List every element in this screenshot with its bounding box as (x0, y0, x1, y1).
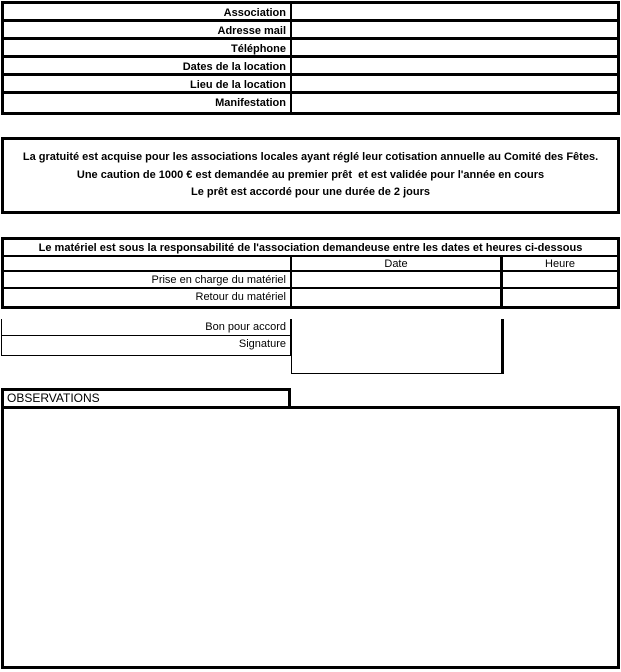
association-label: Association (4, 4, 292, 19)
date-column-header: Date (292, 257, 503, 270)
empty-corner-cell (4, 257, 292, 270)
manifestation-value-cell[interactable] (292, 94, 617, 112)
field-row-telephone (4, 40, 617, 58)
telephone-value-cell[interactable] (292, 40, 617, 55)
bon-pour-accord-label: Bon pour accord (2, 319, 290, 336)
notice-line-caution: Une caution de 1000 € est demandée au premier prêt et est validée pour l'année en cours (76, 168, 545, 181)
adresse-mail-value-cell[interactable] (292, 22, 617, 37)
observations-area[interactable] (1, 406, 620, 669)
responsibility-table (1, 237, 620, 309)
notice-line-gratuite: La gratuité est acquise pour les associations locales ayant réglé leur cotisation annuelle au Comité des Fêtes. (22, 151, 599, 164)
notice-line-duree: Le prêt est accordé pour une durée de 2 jours (190, 186, 430, 199)
field-row-lieu-location (4, 76, 617, 94)
association-value-cell[interactable] (292, 4, 617, 19)
dates-location-value-cell[interactable] (292, 58, 617, 73)
field-row-dates-location (4, 58, 617, 76)
signature-label: Signature (238, 338, 286, 350)
lieu-location-label: Lieu de la location (4, 76, 292, 91)
conditions-notice-box (1, 137, 620, 214)
field-row-adresse-mail (4, 22, 617, 40)
retour-materiel-date-cell[interactable] (292, 289, 503, 306)
field-row-manifestation (4, 94, 617, 112)
retour-materiel-heure-cell[interactable] (503, 289, 617, 306)
retour-materiel-row (4, 289, 617, 306)
prise-en-charge-label: Prise en charge du matériel (4, 272, 292, 287)
signature-area[interactable] (291, 319, 504, 374)
retour-materiel-label: Retour du matériel (4, 289, 292, 306)
heure-column-header: Heure (545, 258, 575, 270)
approval-labels-box (1, 319, 291, 356)
responsibility-column-header-row (4, 257, 617, 272)
prise-en-charge-row (4, 272, 617, 289)
adresse-mail-label: Adresse mail (4, 22, 292, 37)
prise-en-charge-date-cell[interactable] (292, 272, 503, 287)
observations-label: OBSERVATIONS (1, 388, 291, 409)
lieu-location-value-cell[interactable] (292, 76, 617, 91)
contact-fields-table (1, 1, 620, 115)
dates-location-label: Dates de la location (4, 58, 292, 73)
field-row-association (4, 4, 617, 22)
manifestation-label: Manifestation (4, 94, 292, 112)
telephone-label: Téléphone (4, 40, 292, 55)
prise-en-charge-heure-cell[interactable] (503, 272, 617, 287)
responsibility-header: Le matériel est sous la responsabilité de l'association demandeuse entre les dates et heures ci-dessous (4, 240, 617, 257)
